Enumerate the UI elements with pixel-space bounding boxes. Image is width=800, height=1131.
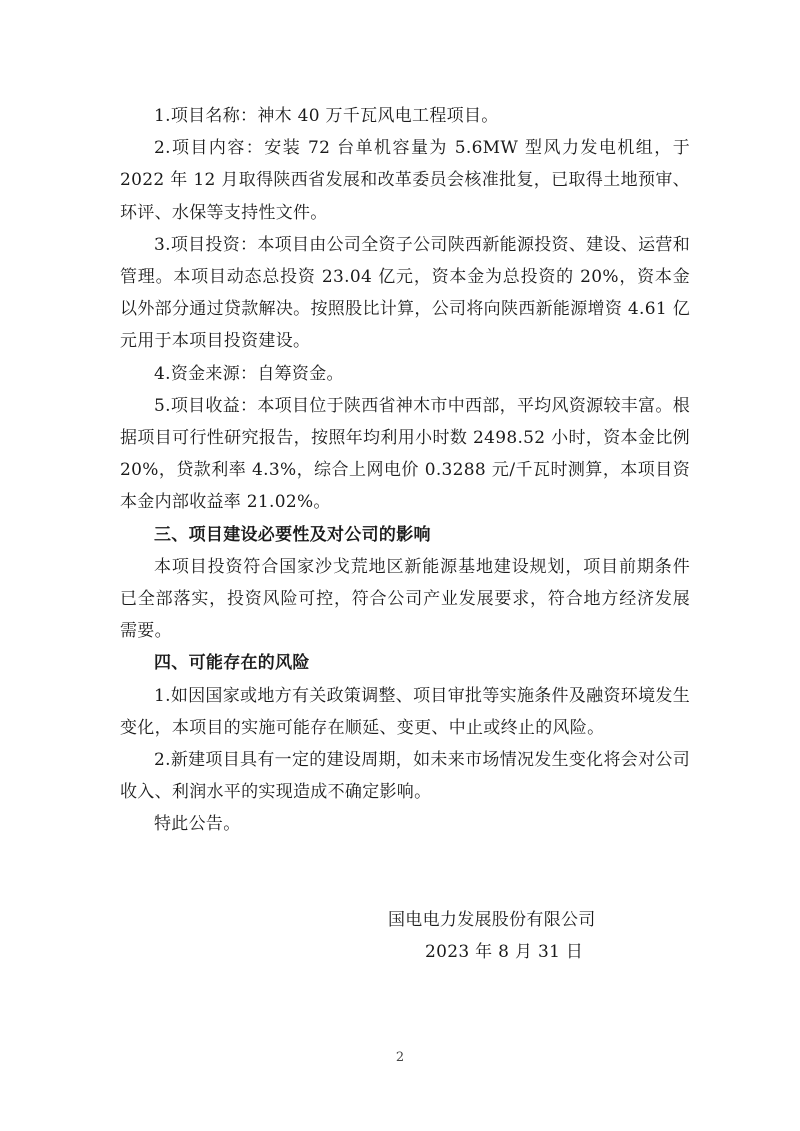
funding-source-paragraph: 4.资金来源：自筹资金。 (154, 363, 344, 384)
risk-paragraph-1: 1.如因国家或地方有关政策调整、项目审批等实施条件及融资环境发生变化，本项目的实施可能存在顺延、变更、中止或终止的风险。 (120, 685, 690, 738)
document-body (120, 100, 690, 841)
closing-paragraph: 特此公告。 (154, 814, 241, 835)
project-returns-paragraph: 5.项目收益：本项目位于陕西省神木市中西部，平均风资源较丰富。根据项目可行性研究报告，按照年均利用小时数 2498.52 小时，资本金比例 20%，贷款利率 4.3%，综合上网电价 0.3288 元/千瓦时测算，本项目资本金内部收益率 21.02%。 (120, 395, 690, 513)
necessity-paragraph: 本项目投资符合国家沙戈荒地区新能源基地建设规划，项目前期条件已全部落实，投资风险可控，符合公司产业发展要求，符合地方经济发展需要。 (120, 556, 690, 642)
signature-date: 2023 年 8 月 31 日 (425, 942, 584, 962)
section-heading-risks: 四、可能存在的风险 (154, 653, 310, 674)
signature-company: 国电电力发展股份有限公司 (388, 910, 596, 930)
risk-paragraph-2: 2.新建项目具有一定的建设周期，如未来市场情况发生变化将会对公司收入、利润水平的实现造成不确定影响。 (120, 750, 690, 803)
page-number: 2 (395, 1050, 405, 1065)
project-content-paragraph: 2.项目内容：安装 72 台单机容量为 5.6MW 型风力发电机组，于 2022 年 12 月取得陕西省发展和改革委员会核准批复，已取得土地预审、环评、水保等支持性文件。 (120, 138, 690, 223)
project-name-paragraph: 1.项目名称：神木 40 万千瓦风电工程项目。 (154, 106, 499, 126)
project-investment-paragraph: 3.项目投资：本项目由公司全资子公司陕西新能源投资、建设、运营和管理。本项目动态总投资 23.04 亿元，资本金为总投资的 20%，资本金以外部分通过贷款解决。按照股比计算，公司将向陕西新能源增资 4.61 亿元用于本项目投资建设。 (120, 234, 690, 352)
section-heading-necessity: 三、项目建设必要性及对公司的影响 (154, 524, 431, 545)
signature-block (380, 904, 640, 968)
